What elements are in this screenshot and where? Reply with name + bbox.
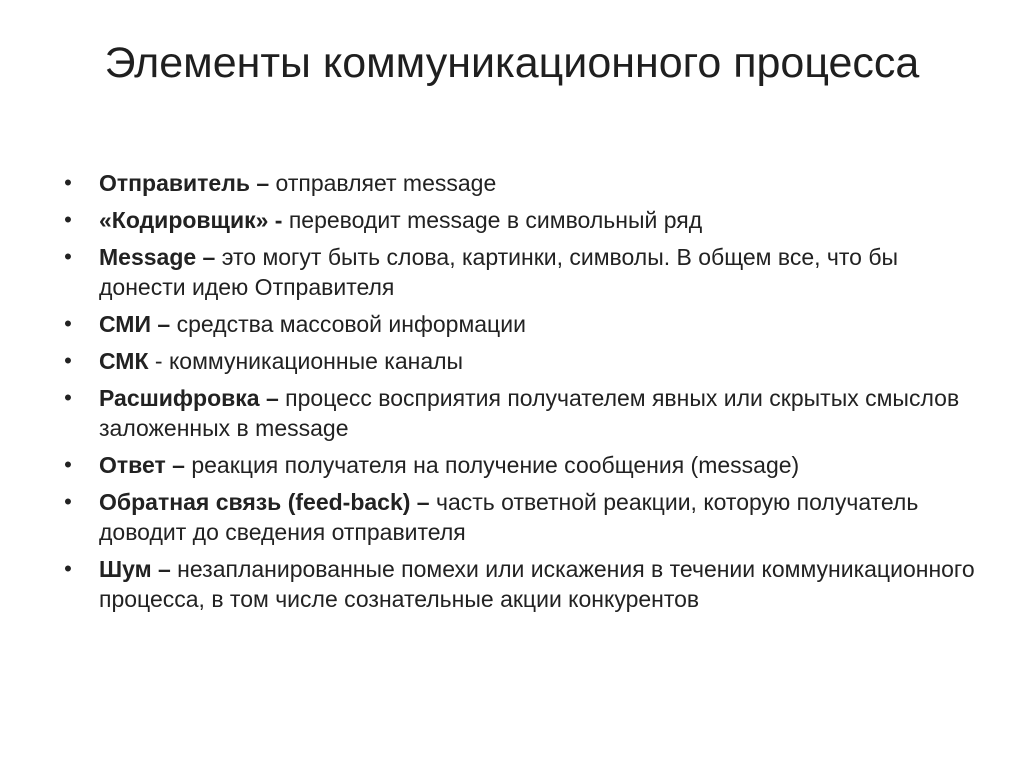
term-description: реакция получателя на получение сообщения (message) (184, 452, 800, 478)
term-label: Ответ – (99, 452, 185, 478)
term-description: переводит message в символьный ряд (282, 207, 703, 233)
term-label: Отправитель – (99, 170, 270, 196)
bullet-icon: • (64, 170, 72, 195)
term-description: средства массовой информации (170, 311, 526, 337)
list-item (58, 487, 978, 547)
list-item (58, 554, 978, 614)
list-item (58, 346, 978, 376)
bullet-icon: • (64, 452, 72, 477)
slide-title: Элементы коммуникационного процесса (104, 39, 920, 87)
bullet-icon: • (64, 385, 72, 410)
term-label: Расшифровка – (99, 385, 279, 411)
list-item (58, 450, 978, 480)
list-item (58, 242, 978, 302)
term-label: Шум – (99, 556, 171, 582)
bullet-icon: • (64, 244, 72, 269)
bullet-icon: • (64, 207, 72, 232)
bullet-list (58, 168, 978, 621)
bullet-icon: • (64, 489, 72, 514)
term-label: Обратная связь (feed-back) – (99, 489, 430, 515)
term-label: «Кодировщик» - (99, 207, 283, 233)
term-label: СМИ – (99, 311, 171, 337)
term-description: - коммуникационные каналы (148, 348, 464, 374)
term-description: отправляет message (269, 170, 497, 196)
list-item (58, 383, 978, 443)
term-description: это могут быть слова, картинки, символы. В общем все, что бы донести идею Отправителя (99, 244, 899, 300)
list-item (58, 168, 978, 198)
term-description: незапланированные помехи или искажения в течении коммуникационного процесса, в том числе сознательные акции конкурентов (99, 556, 975, 612)
bullet-icon: • (64, 556, 72, 581)
list-item (58, 309, 978, 339)
list-item (58, 205, 978, 235)
bullet-icon: • (64, 348, 72, 373)
term-description: часть ответной реакции, которую получатель доводит до сведения отправителя (99, 489, 919, 545)
term-label: СМК (99, 348, 149, 374)
term-label: Message – (99, 244, 216, 270)
term-description: процесс восприятия получателем явных или скрытых смыслов заложенных в message (99, 385, 960, 441)
bullet-icon: • (64, 311, 72, 336)
